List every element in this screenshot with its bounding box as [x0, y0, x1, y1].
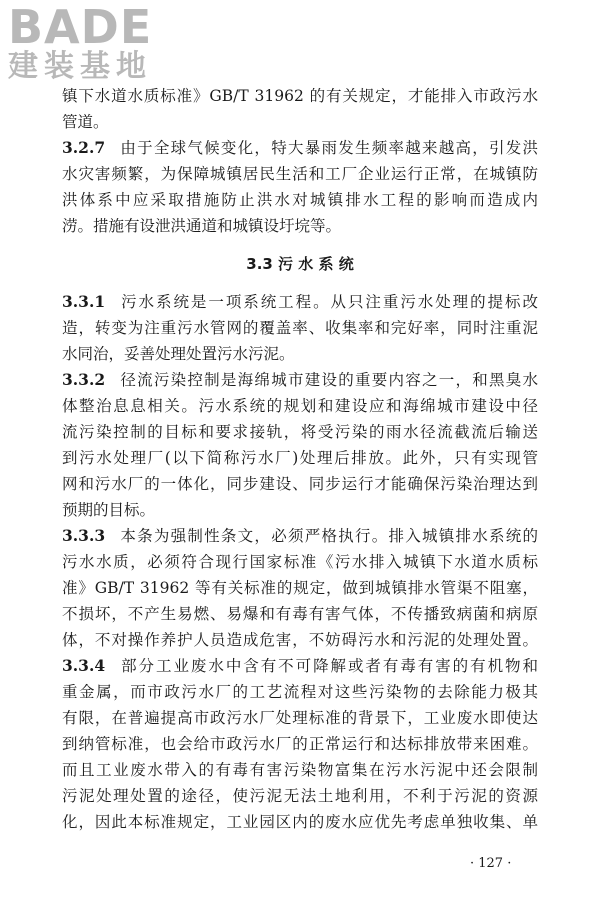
logo-subtitle: 建装基地 — [8, 49, 152, 84]
text-line: 涝。措施有设泄洪通道和城镇设圩垸等。 — [62, 217, 342, 235]
logo-wordmark: BADE — [8, 0, 153, 54]
text-line: 体整治息息相关。污水系统的规划和建设应和海绵城市建设中径 — [62, 397, 538, 415]
text-line: 预期的目标。 — [62, 501, 156, 519]
text-line: 到污水处理厂(以下简称污水厂)处理后排放。此外，只有实现管 — [62, 449, 538, 467]
text-line: 镇下水道水质标准》GB/T 31962 的有关规定，才能排入市政污水 — [62, 87, 538, 105]
text-line: 而且工业废水带入的有毒有害污染物富集在污水污泥中还会限制 — [62, 761, 538, 779]
clause-number: 3.3.4 — [62, 656, 106, 675]
clause-3-2-7: 3.2.7 由于全球气候变化，特大暴雨发生频率越来越高，引发洪 — [62, 138, 538, 157]
clause-3-3-3: 3.3.3 本条为强制性条文，必须严格执行。排入城镇排水系统的 — [62, 526, 538, 545]
text-line: 流污染控制的目标和要求接轨，将受污染的雨水径流截流后输送 — [62, 423, 538, 441]
text-line: 准》GB/T 31962 等有关标准的规定，做到城镇排水管渠不阻塞， — [62, 579, 538, 597]
text-line: 化，因此本标准规定，工业园区内的废水应优先考虑单独收集、单 — [62, 813, 538, 831]
text-line: 有限，在普遍提高市政污水厂处理标准的背景下，工业废水即使达 — [62, 709, 538, 727]
clause-number: 3.3.2 — [62, 370, 106, 389]
bade-logo — [8, 0, 153, 84]
text-line: 造，转变为注重污水管网的覆盖率、收集率和完好率，同时注重泥 — [62, 319, 538, 337]
clause-3-3-2: 3.3.2 径流污染控制是海绵城市建设的重要内容之一，和黑臭水 — [62, 370, 538, 389]
text-line: 污泥处理处置的途径，使污泥无法土地利用，不利于污泥的资源 — [62, 787, 538, 805]
text-line: 网和污水厂的一体化，同步建设、同步运行才能确保污染治理达到 — [62, 475, 538, 493]
text-line: 不损坏，不产生易燃、易爆和有毒有害气体，不传播致病菌和病原 — [62, 605, 538, 623]
text-line: 水灾害频繁，为保障城镇居民生活和工厂企业运行正常，在城镇防 — [62, 165, 538, 183]
text-line: 水同治，妥善处理处置污水污泥。 — [62, 345, 295, 363]
clause-number: 3.3.3 — [62, 526, 106, 545]
clause-number: 3.3.1 — [62, 292, 106, 311]
text-line: 重金属，而市政污水厂的工艺流程对这些污染物的去除能力极其 — [62, 683, 538, 701]
clause-number: 3.2.7 — [62, 138, 106, 157]
clause-3-3-4: 3.3.4 部分工业废水中含有不可降解或者有毒有害的有机物和 — [62, 656, 538, 675]
text-line: 管道。 — [62, 113, 109, 131]
page-number: · 127 · — [470, 856, 512, 871]
text-line: 污水水质，必须符合现行国家标准《污水排入城镇下水道水质标 — [62, 553, 538, 571]
section-heading: 3.3 污 水 系 统 — [246, 255, 354, 273]
text-line: 到纳管标准，也会给市政污水厂的正常运行和达标排放带来困难。 — [62, 735, 538, 753]
text-line: 洪体系中应采取措施防止洪水对城镇排水工程的影响而造成内 — [62, 191, 538, 209]
clause-3-3-1: 3.3.1 污水系统是一项系统工程。从只注重污水处理的提标改 — [62, 292, 538, 311]
text-line: 体，不对操作养护人员造成危害，不妨碍污水和污泥的处理处置。 — [62, 631, 538, 649]
